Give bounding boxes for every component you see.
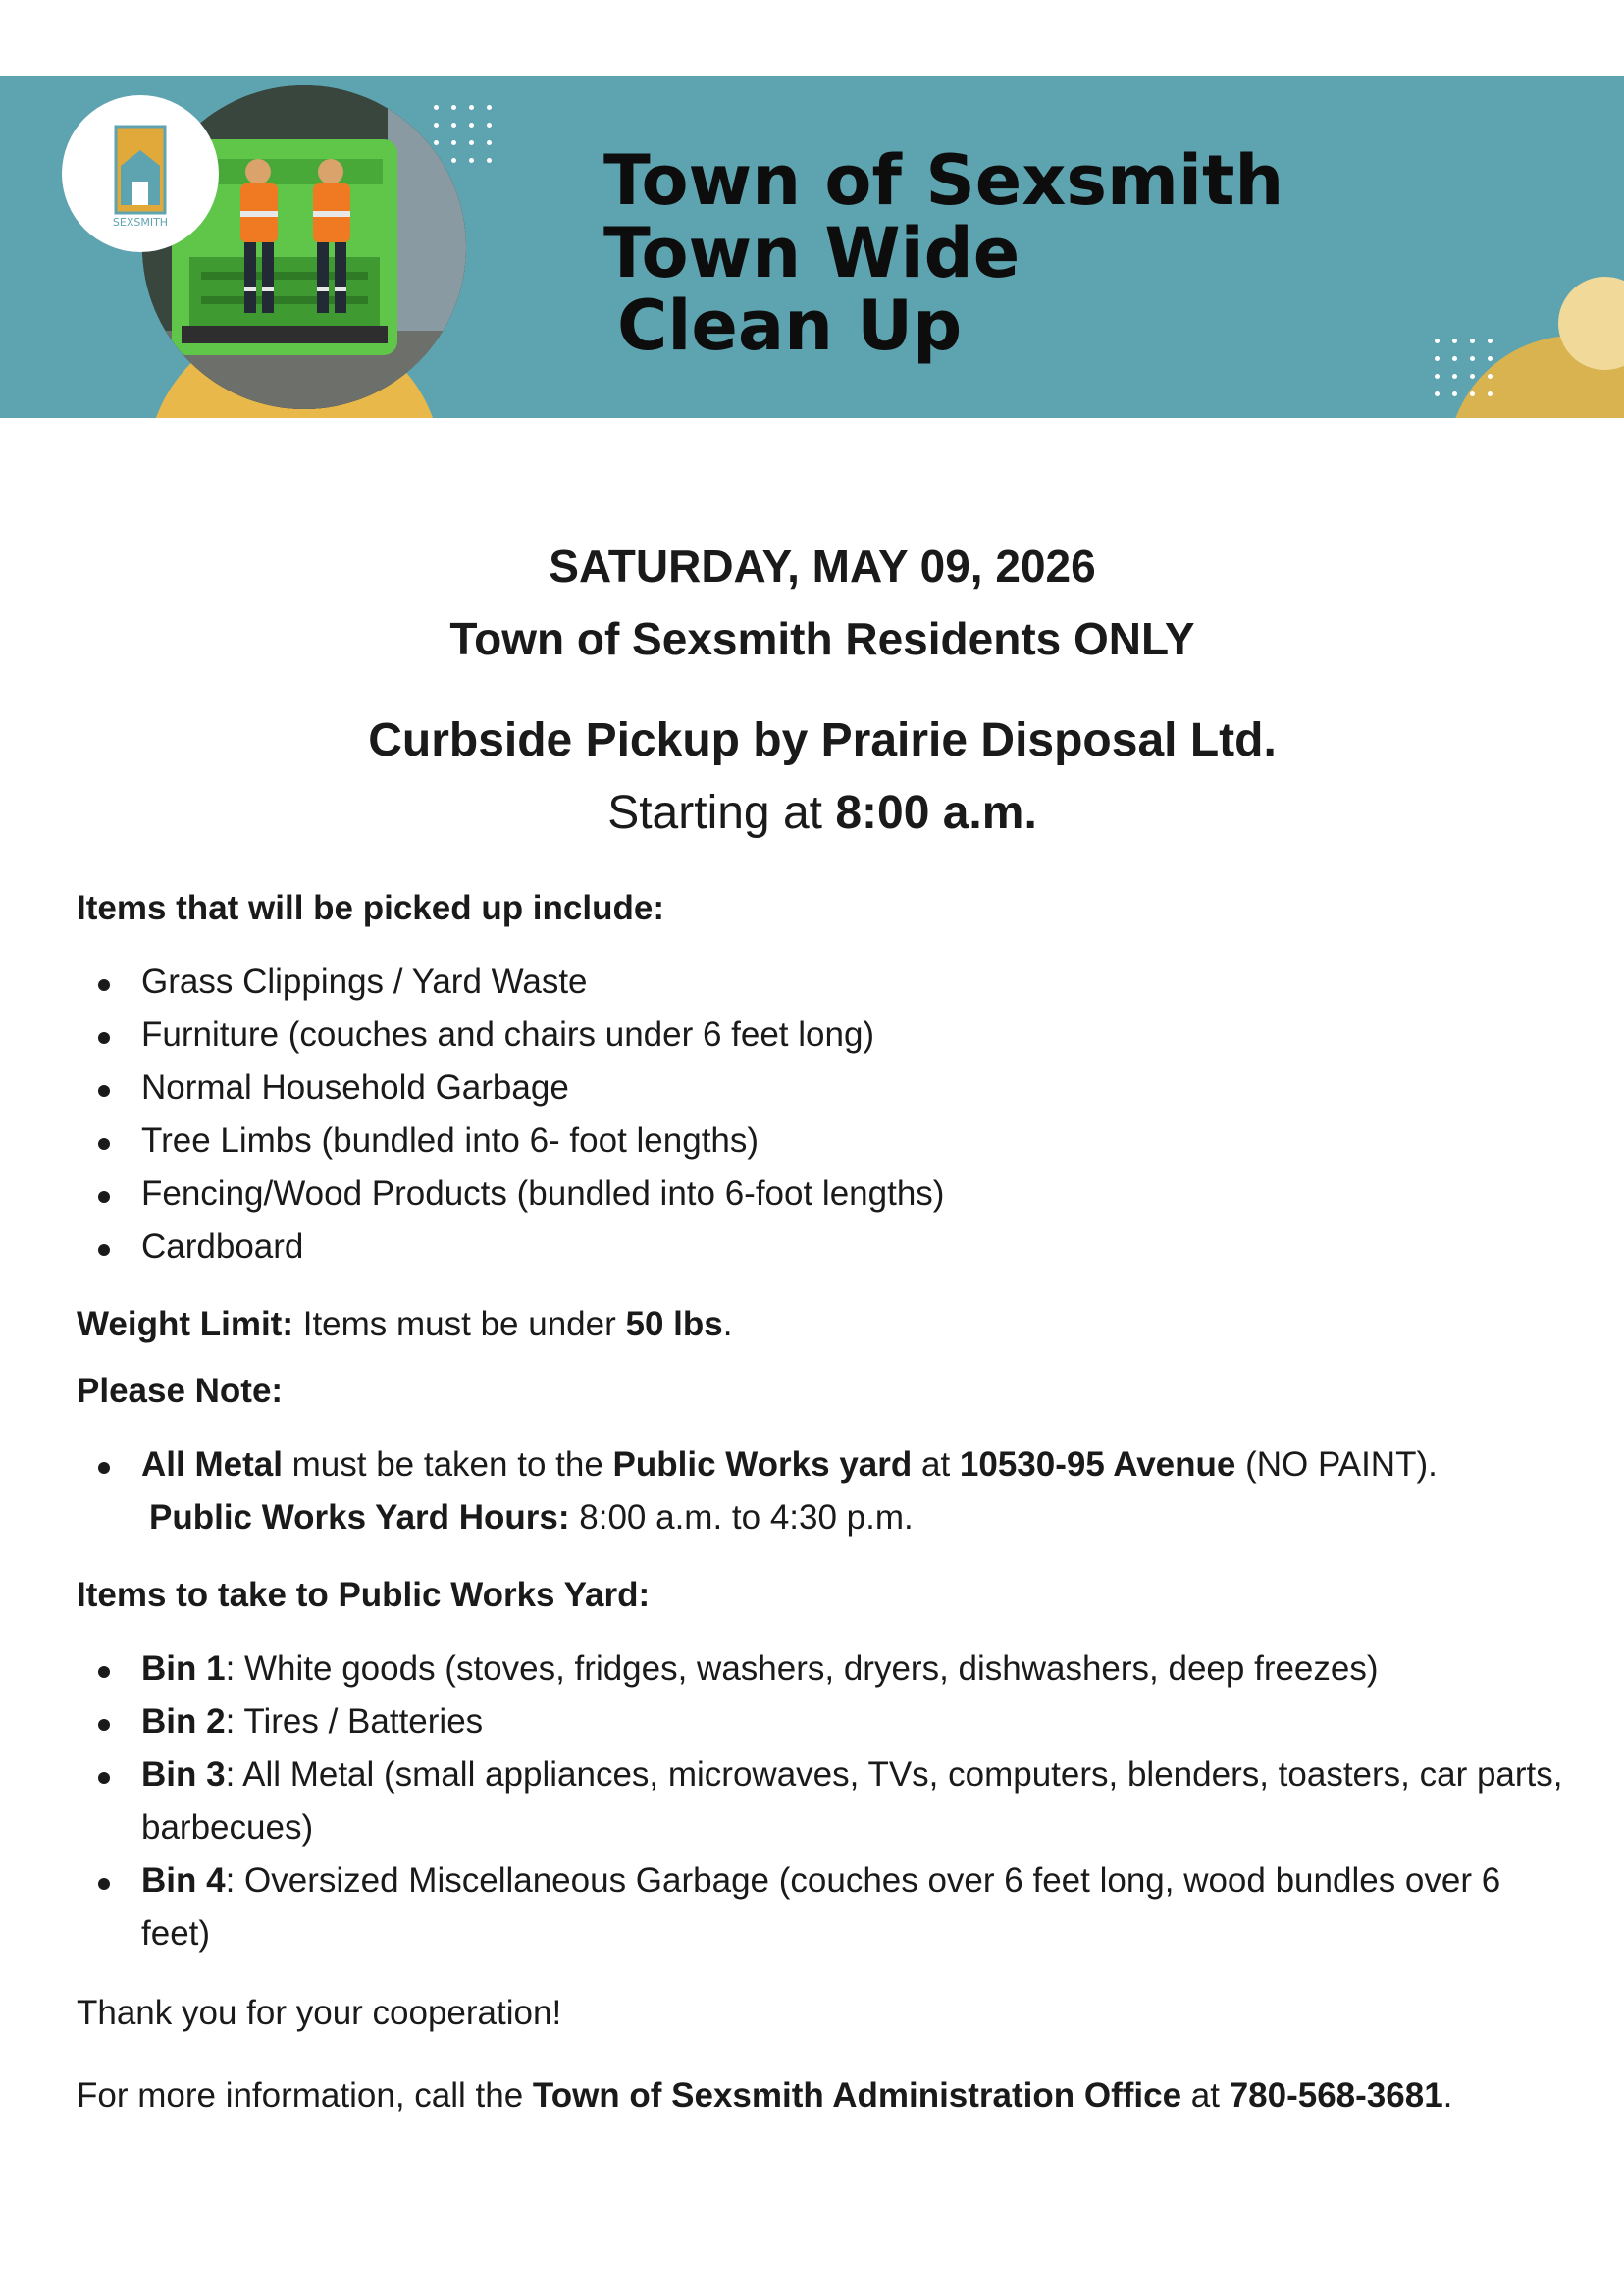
yard-address: 10530-95 Avenue — [959, 1445, 1236, 1484]
flyer-body — [77, 530, 1568, 2117]
bin-label: Bin 4 — [141, 1861, 226, 1900]
list-item — [141, 1854, 1568, 1960]
phone-number: 780-568-3681 — [1229, 2076, 1443, 2114]
list-item: Fencing/Wood Products (bundled into 6-foot lengths) — [141, 1168, 1568, 1221]
bin-label: Bin 1 — [141, 1649, 226, 1688]
logo-text: SEXSMITH — [112, 216, 169, 229]
start-time-prefix: Starting at — [607, 787, 836, 839]
bin-text: : All Metal (small appliances, microwaves, TVs, computers, blenders, toasters, car parts, barbecues) — [141, 1755, 1563, 1847]
decorative-dots — [1435, 339, 1503, 407]
residents-only-notice: Town of Sexsmith Residents ONLY — [449, 613, 1195, 664]
list-item — [141, 1748, 1568, 1854]
admin-office: Town of Sexsmith Administration Office — [532, 2076, 1182, 2114]
weight-limit-value: 50 lbs — [625, 1305, 723, 1343]
list-item — [141, 1643, 1568, 1695]
weight-limit — [77, 1303, 1568, 1346]
please-note-heading: Please Note: — [77, 1372, 284, 1410]
contact-info — [77, 2074, 1568, 2117]
bin-text: : Oversized Miscellaneous Garbage (couches over 6 feet long, wood bundles over 6 feet) — [141, 1861, 1501, 1953]
yard-hours — [141, 1498, 914, 1537]
list-item: Furniture (couches and chairs under 6 feet long) — [141, 1009, 1568, 1062]
weight-limit-label: Weight Limit: — [77, 1305, 293, 1343]
contact-text: . — [1442, 2076, 1453, 2114]
list-item — [141, 1695, 1568, 1748]
list-item: Cardboard — [141, 1221, 1568, 1274]
decorative-dots — [434, 105, 502, 174]
pickup-items-heading: Items that will be picked up include: — [77, 889, 664, 927]
note-text: (NO PAINT). — [1235, 1445, 1438, 1484]
note-text: at — [912, 1445, 960, 1484]
bin-text: : White goods (stoves, fridges, washers, dryers, dishwashers, deep freezes) — [225, 1649, 1379, 1688]
title-line-2: Town Wide — [603, 213, 1021, 293]
contact-text: For more information, call the — [77, 2076, 533, 2114]
page-title — [603, 140, 1284, 366]
yard-hours-text: 8:00 a.m. to 4:30 p.m. — [569, 1498, 914, 1537]
note-text: must be taken to the — [282, 1445, 613, 1484]
list-item: Tree Limbs (bundled into 6- foot lengths) — [141, 1115, 1568, 1168]
bin-label: Bin 3 — [141, 1755, 226, 1794]
contact-text: at — [1181, 2076, 1230, 2114]
list-item: Normal Household Garbage — [141, 1062, 1568, 1115]
weight-limit-end: . — [722, 1305, 733, 1343]
weight-limit-text: Items must be under — [293, 1305, 626, 1343]
pickup-provider: Curbside Pickup by Prairie Disposal Ltd. — [368, 714, 1277, 766]
public-works-yard: Public Works yard — [612, 1445, 913, 1484]
list-item — [141, 1438, 1568, 1544]
town-logo — [62, 95, 219, 252]
yard-items-heading: Items to take to Public Works Yard: — [77, 1576, 651, 1614]
event-date: SATURDAY, MAY 09, 2026 — [549, 541, 1096, 592]
town-logo-emblem — [62, 95, 219, 252]
yard-items-list — [77, 1643, 1568, 1960]
bin-text: : Tires / Batteries — [225, 1702, 484, 1741]
title-line-1: Town of Sexsmith — [603, 140, 1284, 221]
pickup-items-list — [77, 956, 1568, 1274]
yard-hours-label: Public Works Yard Hours: — [149, 1498, 570, 1537]
bin-label: Bin 2 — [141, 1702, 226, 1741]
metal-label: All Metal — [141, 1445, 283, 1484]
start-time-line — [77, 777, 1568, 850]
start-time: 8:00 a.m. — [835, 787, 1037, 839]
thank-you-message: Thank you for your cooperation! — [77, 1994, 562, 2032]
list-item: Grass Clippings / Yard Waste — [141, 956, 1568, 1009]
please-note-list — [77, 1438, 1568, 1544]
title-line-3: Clean Up — [617, 286, 963, 366]
header-banner — [0, 76, 1624, 418]
